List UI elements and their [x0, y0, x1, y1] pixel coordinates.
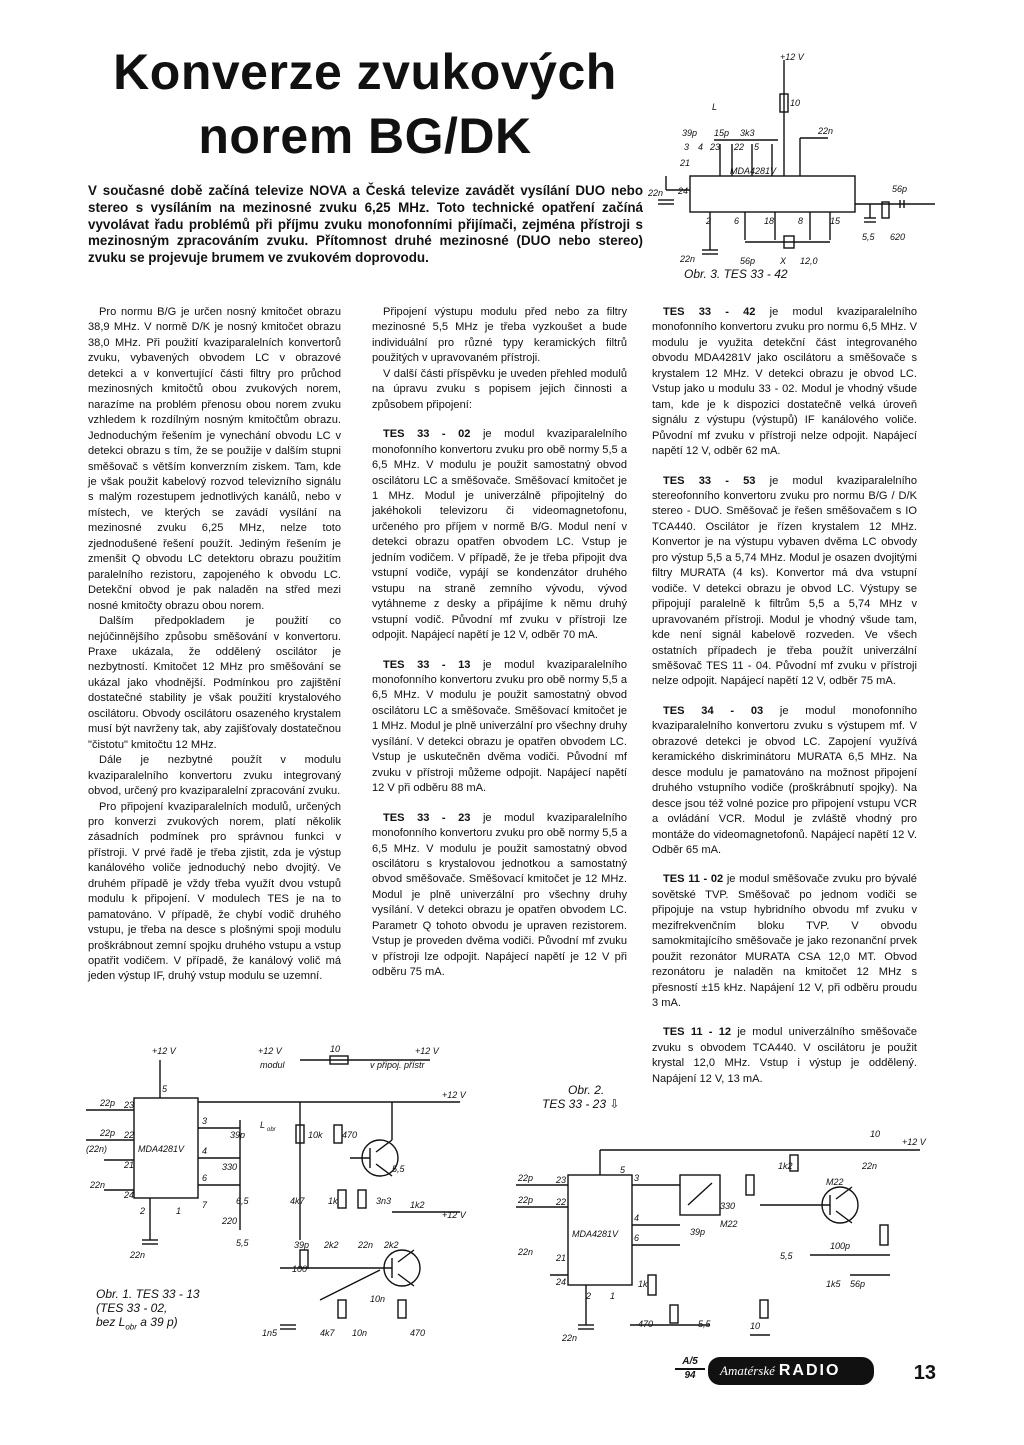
m7-head: TES 11 - 02	[663, 873, 724, 886]
title-line-1: Konverze zvukových	[113, 44, 617, 100]
m5-text: je modul kvaziparalelního stereofonního konvertoru zvuku pro normu B/G / D/K stereo - DUO. Směšovač je řešen směšovačem s IO TCA440. Oscilátor je řízen krystalem 12 MHz. Konvertor je na výstupu vybaven dvěma LC obvody pro výstup 5,5 a 5,74 MHz. Modul je osazen dvojitými filtry MURATA (4 ks). Konvertor má dva vstupní vodiče. V detekci obrazu je obvod LC. Výstupy se připojují paralelně k filtrům 5,5 a 5,74 MHz v upravovaném přístroji. Modul je vhodný všude tam, kde není signál kabelově rozveden. Ve všech ostatních případech je třeba použít univerzální směšovač TES 11 - 04. Původní mf zvuku v přístroji nelze odpojit. Napájecí napětí 12 V, odběr 75 mA.	[652, 474, 917, 688]
fig2-supply: +12 V	[902, 1137, 926, 1147]
fig1-v-pripoj: v připoj. přístr	[370, 1060, 425, 1070]
fig1-c39p-a: 39p	[230, 1130, 246, 1140]
fig3-supply: +12 V	[780, 52, 804, 62]
fig3-pin8: 8	[798, 216, 804, 226]
fig2-ic: MDA4281V	[572, 1229, 619, 1239]
fig1-supply: +12 V	[152, 1046, 176, 1056]
fig1-r470-b: 470	[410, 1328, 426, 1338]
fig3-pin23: 23	[710, 142, 721, 152]
fig2-r330: 330	[720, 1201, 736, 1211]
fig1-c22n-c: 22n	[358, 1240, 374, 1250]
fig1-c22n-p: (22n)	[86, 1144, 108, 1154]
fig1-c22p-a: 22p	[100, 1098, 116, 1108]
m8-head: TES 11 - 12	[663, 1026, 732, 1039]
fig1-caption-line3b: a 39 p)	[136, 1315, 178, 1329]
fig1-r100: 100	[292, 1264, 308, 1274]
fig1-c1n5: 1n5	[262, 1328, 278, 1338]
figure-2-schematic	[510, 1125, 940, 1360]
fig2-caption-line2: TES 33 - 23	[542, 1097, 607, 1111]
col2-p2: V další části příspěvku je uveden přehled modulů na úpravu zvuku s popisem jejich činnosti a způsobem připojení:	[372, 367, 627, 411]
fig3-pin3: 3	[684, 142, 690, 152]
fig1-pin4: 4	[202, 1146, 208, 1156]
col1-p1: Pro normu B/G je určen nosný kmitočet obrazu 38,9 MHz. V normě D/K je nosný kmitočet obrazu 38,0 MHz. Při použití kvaziparalelních konvertorů zvuku, vybavených obvodem LC v obrazové detekci a v konvertující části filtry pro průchod mezinosných kmitočtů obou zvukových norem, narazíme na problém přenosu obou norem zvuku vzhledem k rozdílným nosným kmitočtům obrazu. Jednoduchým řešením je vynechání obvodu LC v detekci obrazu s tím, že se použije v dalším stupni směšovač s větším konverzním ziskem. Tam, kde je však použit kabelový rozvod televizního signálu s malým rozestupem jednotlivých kanálů, nebo v místech, ve kterých se zavádí vysílání na mezinosné zvuku 6,25 MHz, nelze toto zjednodušené řešení použít. Jediným řešením je zmenšit Q obvodu LC detektoru obrazu použitím paralelního rezistoru, zapojeného k obvodu LC. Detekční obvod je pak naladěn na střed mezi nosné kmitočty obrazu obou norem.	[88, 306, 341, 612]
fig1-pin7: 7	[202, 1200, 208, 1210]
article-title	[85, 40, 645, 168]
fig1-supply-right: +12 V	[415, 1046, 439, 1056]
fig3-pin2: 2	[706, 216, 712, 226]
logo-script: Amatérské	[720, 1363, 775, 1378]
fig1-c55: 5,5	[236, 1238, 249, 1248]
fig1-r4k7-b: 4k7	[320, 1328, 335, 1338]
fig2-r10b: 10	[750, 1321, 761, 1331]
fig3-r10: 10	[790, 98, 801, 108]
lead-paragraph: V současné době začíná televize NOVA a Česká televize zavádět vysílání DUO nebo stereo s vysíláním na mezinosné zvuku 6,25 MHz. Toto technické opatření začíná vyvolávat řadu problémů při příjmu zvuku monofonními přijímači, zejména přístroji s mezinosným zpracováním zvuku. Přítomnost druhé mezinosné (DUO nebo stereo) zvuku se projevuje brumem ve zvukovém doprovodu.	[88, 183, 643, 266]
fig1-r470-a: 470	[342, 1130, 358, 1140]
fig3-pin6: 6	[734, 216, 740, 226]
m1-text: je modul kvaziparalelního monofonního konvertoru zvuku pro obě normy 5,5 a 6,5 MHz. V modulu je použit samostatný obvod oscilátoru LC a směšovače. Směšovací kmitočet je 1 MHz. Modul je univerzálně připojitelný do jakéhokoli televizoru či videomagnetofonu, určeného pro příjem v normě B/G. Modul není v detekci obrazu opatřen obvodem LC. Vstup je jedním vodičem. V případě, že je třeba připojit dva vstupní vodiče, vypájí se kondenzátor druhého vstupu na straně zemního vývodu, vývod vytáhneme z desky a připájíme k němu druhý vstupní vodič. Původní mf zvuku v přístroji lze odpojit. Napájecí napětí je 12 V, odběr 70 mA.	[372, 428, 627, 642]
fig2-c22n-a: 22n	[862, 1161, 878, 1171]
fig3-pin18: 18	[764, 216, 775, 226]
fig1-caption-sub: obr	[125, 1322, 137, 1332]
fig1-c10n-a: 10n	[370, 1294, 386, 1304]
fig2-pin2: 2	[586, 1291, 592, 1301]
fig3-caption: Obr. 3. TES 33 - 42	[684, 267, 788, 281]
fig3-pin5: 5	[754, 142, 760, 152]
fig1-pin2: 2	[140, 1206, 146, 1216]
fig1-pin23: 23	[124, 1100, 135, 1110]
down-arrow-icon: ⇩	[609, 1097, 620, 1111]
logo-bold: RADIO	[778, 1362, 841, 1379]
fig3-pin24: 24	[678, 186, 689, 196]
fig2-r100p: 100p	[830, 1241, 851, 1251]
fig3-l: L	[712, 102, 718, 112]
m2-head: TES 33 - 13	[383, 658, 471, 671]
m3-head: TES 33 - 23	[383, 811, 471, 824]
fig3-c56p-b: 56p	[740, 256, 756, 266]
fig2-c22p-b: 22p	[518, 1195, 534, 1205]
fig1-r10k: 10k	[308, 1130, 323, 1140]
fig2-pin3: 3	[634, 1173, 640, 1183]
fig1-l: L	[260, 1120, 266, 1130]
m5-head: TES 33 - 53	[663, 474, 756, 487]
fig1-c10n-b: 10n	[352, 1328, 368, 1338]
fig1-modul: modul	[260, 1060, 285, 1070]
fig1-pin22: 22	[124, 1130, 135, 1140]
figure-3-schematic	[650, 50, 940, 290]
fig2-pin6: 6	[634, 1233, 640, 1243]
fig1-c39p-b: 39p	[294, 1240, 310, 1250]
fig3-c56p-a: 56p	[892, 184, 908, 194]
m6-text: je modul monofonního kvaziparalelního konvertoru zvuku s výstupem mf. V obrazové detekci je obvod LC. Zapojení využívá keramického diskriminátoru MURATA 6,5 MHz. Na desce modulu je pamatováno na možnost připojení druhého vstupního vodiče (proškrábnutí spojky). Na desce jsou též volné pozice pro připojení vstupu VCR a ovládání VCR. Modul je zvláště vhodný pro montáže do videomagnetofonů. Napájecí napětí 12 V. Odběr 65 mA.	[652, 704, 917, 856]
fig2-c39p: 39p	[690, 1227, 706, 1237]
fig3-pin15: 15	[830, 216, 841, 226]
fig2-c22p-a: 22p	[518, 1173, 534, 1183]
fig3-c39p: 39p	[682, 128, 698, 138]
m2-text: je modul kvaziparalelního monofonního konvertoru zvuku pro obě normy 5,5 a 6,5 MHz. V modulu je použit samostatný obvod oscilátoru LC a směšovače. Směšovací kmitočet je 1 MHz. Modul je plně univerzální pro všechny druhy vysílání. V detekci obrazu je opatřen obvodem LC. Vstup je uskutečněn dvěma vodiči. Původní mf zvuku v přístroji můžeme odpojit. Napájecí napětí 12 V při odběru 88 mA.	[372, 658, 627, 795]
fig3-pin21: 21	[680, 158, 691, 168]
fig1-pin24: 24	[124, 1190, 135, 1200]
issue-bottom: 94	[684, 1370, 696, 1381]
m6-head: TES 34 - 03	[663, 704, 764, 717]
m8-text: je modul univerzálního směšovače zvuku s obvodem TCA440. V oscilátoru je použit krystal 12,0 MHz. Vstup i výstup je oddělený. Napájení 12 V, 13 mA.	[652, 1026, 917, 1085]
col1-p3: Dále je nezbytné použít v modulu kvaziparalelního konvertoru zvuku integrovaný obvod, určený pro kvaziparalelní zpracování zvuku.	[88, 754, 341, 798]
fig3-r3k3: 3k3	[740, 128, 755, 138]
fig1-r2k2-a: 2k2	[324, 1240, 339, 1250]
fig1-c3n3: 3n3	[376, 1196, 392, 1206]
column-2	[372, 305, 627, 981]
fig2-pin22: 22	[556, 1197, 567, 1207]
fig1-pin6: 6	[202, 1173, 208, 1183]
fig1-c65: 6,5	[236, 1196, 249, 1206]
fig1-caption-line2: (TES 33 - 02,	[96, 1301, 168, 1315]
column-1	[88, 305, 341, 985]
fig1-obr: obr	[267, 1127, 276, 1133]
fig2-r1k: 1k	[638, 1279, 648, 1289]
fig2-c22n-b: 22n	[518, 1247, 534, 1257]
fig1-ic: MDA4281V	[138, 1144, 185, 1154]
col2-p1: Připojení výstupu modulu před nebo za filtry mezinosné 5,5 MHz je třeba vyzkoušet a bude individuální pro různé typy keramických filtrů použitých v upravovaném přístroji.	[372, 306, 627, 365]
page-number: 13	[913, 1362, 936, 1384]
fig1-supply-out: +12 V	[442, 1090, 466, 1100]
fig3-c15p: 15p	[714, 128, 730, 138]
m4-text: je modul kvaziparalelního monofonního konvertoru zvuku pro normu 6,5 MHz. V modulu je využita detekční část integrovaného obvodu MDA4281V jako oscilátoru a směšovače s krystalem 12 MHz. V detekci obrazu je obvod LC. Vstup jako u modulu 33 - 02. Modul je vhodný všude tam, kde je k dispozici dostatečně velká úroveň signálu z výstupu (výstupů) IF kanálového voliče. Původní mf zvuku v přístroji nelze odpojit. Napájecí napětí 12 V, odběr 62 mA.	[652, 306, 917, 458]
fig2-caption	[542, 1083, 619, 1111]
fig3-pin22: 22	[734, 142, 745, 152]
fig1-c22n-b: 22n	[130, 1250, 146, 1260]
fig3-ic-label: MDA4281V	[730, 166, 777, 176]
fig1-pin1: 1	[176, 1206, 182, 1216]
fig2-pin5: 5	[620, 1165, 626, 1175]
fig2-f55: 5,5	[698, 1319, 711, 1329]
fig1-r1k2: 1k2	[410, 1200, 425, 1210]
fig1-caption	[96, 1287, 200, 1334]
m7-text: je modul směšovače zvuku pro bývalé sovětské TVP. Směšovač po jednom vodiči se připojuje na vstup hybridního obvodu mf zvuku v mezifrekvenčním bloku TVP. V obvodu samokmitajícího směšovače je jako rezonanční prvek použit rezonátor MURATA CSA 12,0 MT. Obvod rezonátoru je naladěn na kmitočet 12 MHz s přesností ±15 kHz. Napájení 12 V, při odběru proudu 3 mA.	[652, 873, 917, 1010]
fig3-c22n-a: 22n	[818, 126, 834, 136]
m4-head: TES 33 - 42	[663, 306, 756, 318]
fig1-pin21: 21	[124, 1160, 135, 1170]
col1-p4: Pro připojení kvaziparalelních modulů, určených pro konverzi zvukových norem, platí několik zásadních podmínek pro správnou funkci v přístroji. V prvé řadě je třeba zjistit, zda je výstup kanálového voliče jednoduchý nebo dvojitý. Ve druhém případě je vždy třeba využít dvou vstupů modulu k připojení. V modulech TES je na to pamatováno. V případě, že chybí vodič druhého vstupu, je třeba na desce s plošnými spoji modulu proškrábnout zemní spojku druhého vstupu a vstup opatřit vodičem. V případě, že kanálový volič má jeden výstup IF, druhý vstup modulu se uzemní.	[88, 800, 341, 983]
fig2-m22-a: M22	[826, 1177, 844, 1187]
fig3-r620: 620	[890, 232, 906, 242]
fig3-r120: 12,0	[800, 256, 818, 266]
fig2-pin4: 4	[634, 1213, 640, 1223]
fig2-c56p: 56p	[850, 1279, 866, 1289]
fig2-m22-b: M22	[720, 1219, 738, 1229]
fig1-f55-a: 5,5	[392, 1164, 405, 1174]
fig1-pin3: 3	[202, 1116, 208, 1126]
fig3-c22n-c: 22n	[680, 254, 696, 264]
fig1-r10: 10	[330, 1044, 341, 1054]
fig3-f55: 5,5	[862, 232, 875, 242]
fig2-pin1: 1	[610, 1291, 616, 1301]
fig1-r4k7-a: 4k7	[290, 1196, 305, 1206]
fig1-r1k: 1k	[328, 1196, 338, 1206]
fig2-r1k5: 1k5	[826, 1279, 841, 1289]
fig1-supply-modul: +12 V	[258, 1046, 282, 1056]
fig1-r2k2-b: 2k2	[384, 1240, 399, 1250]
magazine-logo	[708, 1357, 874, 1385]
fig2-pin21: 21	[556, 1253, 567, 1263]
fig2-r470: 470	[638, 1319, 654, 1329]
issue-top: A/5	[675, 1356, 705, 1370]
issue-number	[675, 1356, 705, 1382]
fig1-pin5: 5	[162, 1084, 168, 1094]
fig2-c22n-c: 22n	[562, 1333, 578, 1343]
fig3-x: X	[780, 256, 787, 266]
fig2-r1k2: 1k2	[778, 1161, 793, 1171]
fig1-caption-line1: Obr. 1. TES 33 - 13	[96, 1287, 200, 1301]
fig1-c22n-a: 22n	[90, 1180, 106, 1190]
fig2-f55b: 5,5	[780, 1251, 793, 1261]
fig1-caption-line3: bez L	[96, 1315, 126, 1329]
fig1-r330: 330	[222, 1162, 238, 1172]
fig3-pin4: 4	[698, 142, 704, 152]
m1-head: TES 33 - 02	[383, 428, 471, 441]
fig1-c22p-b: 22p	[100, 1128, 116, 1138]
fig2-caption-line1: Obr. 2.	[568, 1083, 605, 1097]
fig2-pin23: 23	[556, 1175, 567, 1185]
col1-p2: Dalším předpokladem je použití co nejúčinnějšího způsobu směšování v konvertoru. Praxe ukázala, že oddělený oscilátor je nezbytností. Kmitočet 12 MHz pro směšování se ukázal jako vhodnější. Podmínkou pro zajištění dostatečné stability je však použití krystalového oscilátoru. Obvody oscilátoru osazeného krystalem musí být navrženy tak, aby zajišťovaly dostatečnou "čistotu" kmitočtu 12 MHz.	[88, 615, 341, 751]
fig1-supply-out2: +12 V	[442, 1210, 466, 1220]
fig2-pin24: 24	[556, 1277, 567, 1287]
column-3	[652, 305, 917, 1087]
m3-text: je modul kvaziparalelního monofonního konvertoru zvuku pro obě normy 5,5 a 6,5 MHz. V modulu je použit samostatný obvod oscilátoru s krystalovou jednotkou a samostatný obvod směšovače. Směšovací kmitočet je 12 MHz. Modul je plně univerzální pro všechny druhy vysílání. V detekci obrazu je opatřen obvodem LC. Parametr Q tohoto obvodu je upraven rezistorem. Vstup je proveden dvěma vodiči. Původní mf zvuku v přístroji lze odpojit. Napájecí napětí je 12 V při odběru 75 mA.	[372, 811, 627, 979]
fig2-r10: 10	[870, 1129, 881, 1139]
fig1-r220: 220	[222, 1216, 238, 1226]
title-line-2: norem BG/DK	[198, 108, 532, 164]
fig3-c22n-b: 22n	[648, 188, 664, 198]
